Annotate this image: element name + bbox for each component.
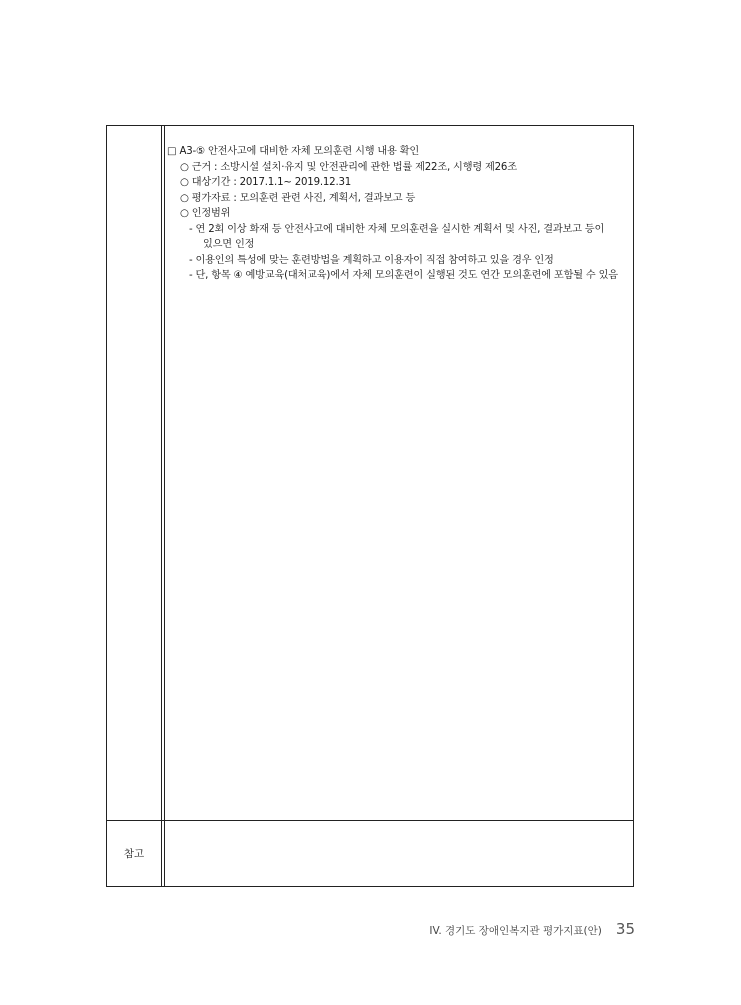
left-label-column xyxy=(107,126,161,886)
row-divider xyxy=(107,820,633,821)
double-divider xyxy=(161,126,165,886)
scope-item-1-cont: 있으면 인정 xyxy=(203,239,255,250)
scope-item-1: - 연 2회 이상 화재 등 안전사고에 대비한 자체 모의훈련을 실시한 계획서 및 사진, 결과보고 등이 xyxy=(189,223,605,235)
criteria-basis: ○ 근거 : 소방시설 설치·유지 및 안전관리에 관한 법률 제22조, 시행령 제26조 xyxy=(180,161,517,173)
page-number: 35 xyxy=(615,920,635,938)
criteria-period: ○ 대상기간 : 2017.1.1~ 2019.12.31 xyxy=(180,177,352,188)
page-footer xyxy=(429,920,635,938)
criteria-scope: ○ 인정범위 xyxy=(180,208,231,219)
criteria-content xyxy=(167,144,627,284)
scope-item-2: - 이용인의 특성에 맞는 훈련방법을 계획하고 이용자이 직접 참여하고 있을 경우 인정 xyxy=(189,254,554,266)
reference-label: 참고 xyxy=(123,848,145,860)
criteria-materials: ○ 평가자료 : 모의훈련 관련 사진, 계획서, 결과보고 등 xyxy=(180,192,416,204)
evaluation-table xyxy=(106,125,634,887)
scope-item-3: - 단, 항목 ④ 예방교육(대처교육)에서 자체 모의훈련이 실행된 것도 연간 모의훈련에 포함될 수 있음 xyxy=(189,270,618,281)
footer-title: IV. 경기도 장애인복지관 평가지표(안) xyxy=(429,925,602,937)
criteria-heading: □ A3-⑤ 안전사고에 대비한 자체 모의훈련 시행 내용 확인 xyxy=(167,146,420,157)
